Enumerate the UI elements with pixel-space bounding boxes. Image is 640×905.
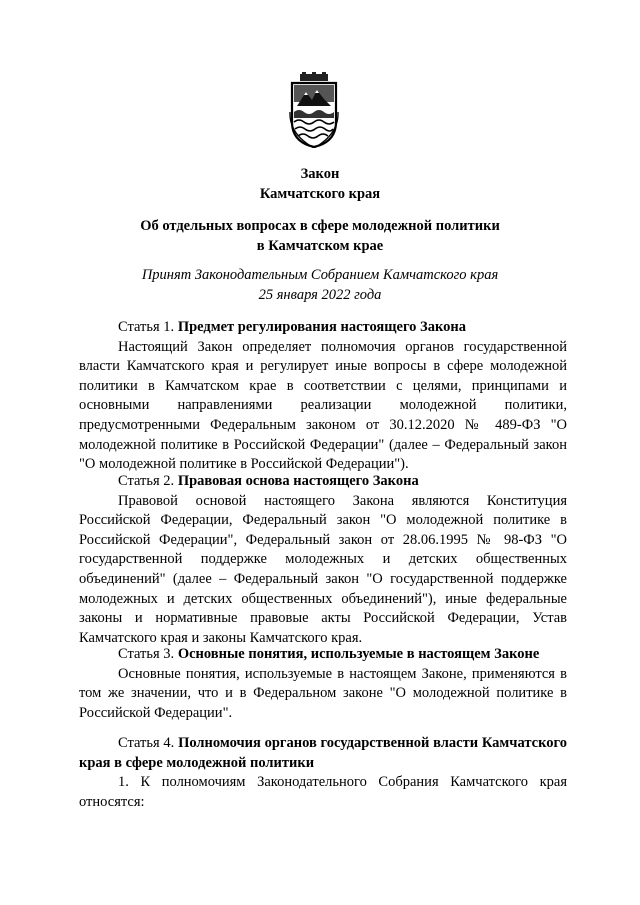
article-2-number: Статья 2. (118, 473, 178, 489)
article-4-number: Статья 4. (118, 735, 179, 751)
article-1-title: Предмет регулирования настоящего Закона (177, 319, 466, 335)
article-1-paragraph: Настоящий Закон определяет полномочия органов государственной власти Камчатского края и регулирует иные вопросы в сфере молодежной политики в Камчатском крае в соответствии с целями, принципами и основными направлениями реализации молодежной политики, предусмотренными Федеральным законом от 30.12.2020 № 489-ФЗ "О молодежной политике в Российской Федерации" (далее – Федеральный закон "О молодежной политике в Российской Федерации"). (79, 338, 567, 473)
article-3-heading (79, 645, 567, 665)
law-title-line2: в Камчатском крае (256, 238, 384, 254)
article-4 (79, 734, 567, 812)
article-1-number: Статья 1. (118, 319, 178, 335)
article-4-title: Полномочия органов государственной власти Камчатского края в сфере молодежной политики (79, 735, 567, 771)
article-2-title: Правовая основа настоящего Закона (177, 473, 419, 489)
article-3-number: Статья 3. (118, 646, 178, 662)
article-3-paragraph: Основные понятия, используемые в настоящем Законе, применяются в том же значении, что и в Федеральном законе "О молодежной политике в Российской Федерации". (79, 665, 567, 721)
law-title-line1: Об отдельных вопросах в сфере молодежной политики (140, 218, 500, 234)
coat-of-arms-icon (289, 72, 339, 148)
article-4-heading (79, 734, 567, 773)
law-region: Камчатского края (259, 186, 381, 202)
article-2-heading (79, 472, 567, 492)
article-2 (79, 472, 567, 648)
article-3-title: Основные понятия, используемые в настоящем Законе (177, 646, 540, 662)
article-2-paragraph: Правовой основой настоящего Закона являются Конституция Российской Федерации, Федеральный закон "О молодежной политике в Российской Федерации", Федеральный закон от 28.06.1995 № 98-ФЗ "О государственной поддержке молодежных и детских общественных объединений" (далее – Федеральный закон "О государственной поддержке молодежных и детских общественных объединений"), иные федеральные законы и нормативные правовые акты Российской Федерации, Устав Камчатского края и законы Камчатского края. (79, 492, 567, 646)
adopted-line1: Принят Законодательным Собранием Камчатского края (141, 267, 499, 283)
adopted-line2: 25 января 2022 года (258, 287, 382, 303)
law-type: Закон (300, 166, 340, 182)
article-1 (79, 318, 567, 475)
article-1-heading (79, 318, 567, 338)
article-4-paragraph: 1. К полномочиям Законодательного Собрания Камчатского края относятся: (79, 774, 567, 810)
article-3 (79, 645, 567, 723)
